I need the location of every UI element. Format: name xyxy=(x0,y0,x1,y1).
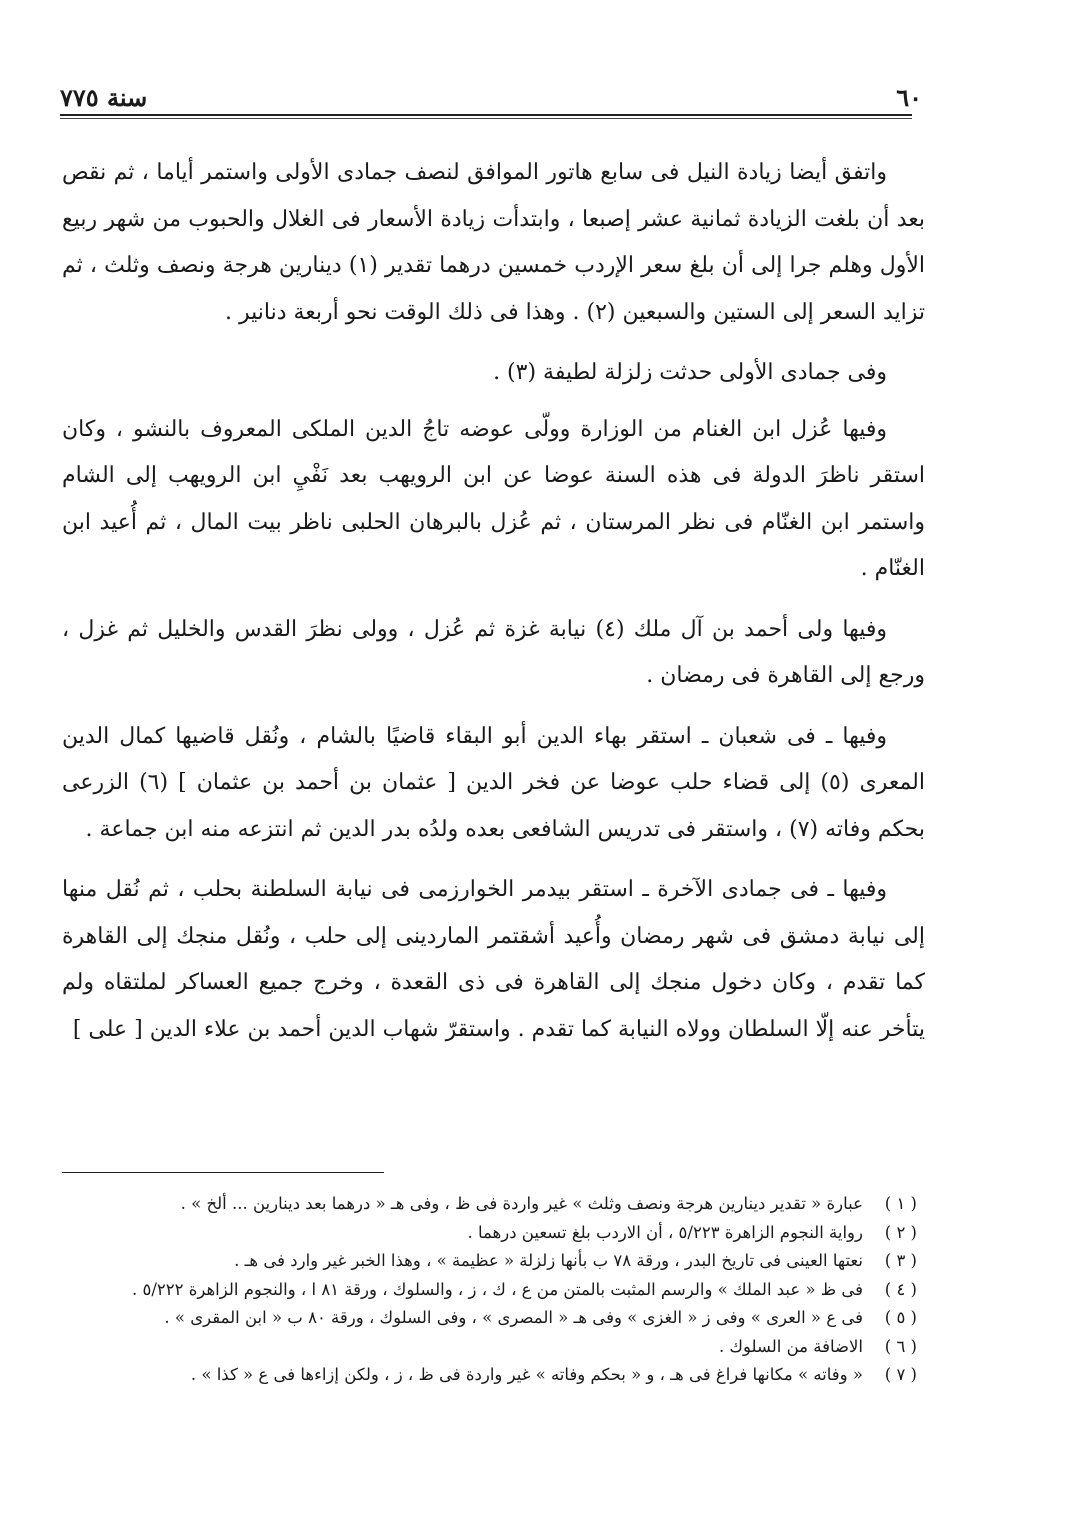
footnote-text: نعتها العينى فى تاريخ البدر ، ورقة ٧٨ ب بأنها زلزلة « عظيمة » ، وهذا الخبر غير وارد فى هـ . xyxy=(234,1251,863,1270)
paragraph-gaza: وفيها ولى أحمد بن آل ملك (٤) نيابة غزة ثم عُزل ، وولى نظرَ القدس والخليل ثم غزل ، ورجع إلى القاهرة فى رمضان . xyxy=(62,616,925,688)
footnote-2 xyxy=(62,1219,917,1248)
paragraph-shaban: وفيها ـ فى شعبان ـ استقر بهاء الدين أبو البقاء قاضيًا بالشام ، ونُقل قاضيها كمال الدين المعرى (٥) إلى قضاء حلب عوضا عن فخر الدين [ عثمان بن أحمد بن عثمان ] (٦) الزرعى بحكم وفاته (٧) ، واستقر فى تدريس الشافعى بعده ولدُه بدر الدين ثم انتزعه منه ابن جماعة . xyxy=(62,723,925,842)
footnote-1 xyxy=(62,1190,917,1219)
footnote-divider xyxy=(62,1172,384,1173)
footnote-7 xyxy=(62,1361,917,1390)
footnote-number: ( ٦ ) xyxy=(884,1336,917,1356)
footnote-text: « وفاته » مكانها فراغ فى هـ ، و « بحكم وفاته » غير واردة فى ظ ، ز ، ولكن إزاءها فى ع « كذا » . xyxy=(190,1365,863,1384)
running-title: سنة ٧٧٥ xyxy=(60,83,148,112)
footnote-number: ( ٣ ) xyxy=(884,1251,917,1270)
footnotes xyxy=(62,1190,917,1390)
footnote-4 xyxy=(62,1276,917,1305)
paragraph-nile-prices: واتفق أيضا زيادة النيل فى سابع هاتور الموافق لنصف جمادى الأولى واستمر أياما ، ثم نقص بعد أن بلغت الزيادة ثمانية عشر إصبعا ، وابتدأت زيادة الأسعار فى الغلال والحبوب من شهر ربيع الأول وهلم جرا إلى أن بلغ سعر الإردب خمسين درهما تقدير (١) دينارين هرجة ونصف وثلث ، ثم تزايد السعر إلى الستين والسبعين (٢) . وهذا فى ذلك الوقت نحو أربعة دنانير . xyxy=(62,160,926,325)
main-text xyxy=(62,150,925,1067)
paragraph-jumada-akhira: وفيها ـ فى جمادى الآخرة ـ استقر بيدمر الخوارزمى فى نيابة السلطنة بحلب ، ثم نُقل منها إلى نيابة دمشق فى شهر رمضان وأُعيد أشقتمر الماردينى إلى حلب ، ونُقل منجك إلى القاهرة كما تقدم ، وكان دخول منجك إلى القاهرة فى ذى القعدة ، وخرج جميع العساكر لملتقاه ولم يتأخر عنه إلّا السلطان وولاه النيابة كما تقدم . واستقرّ شهاب الدين أحمد بن علاء الدين [ على ] xyxy=(62,877,925,1042)
footnote-3 xyxy=(62,1247,917,1276)
footnote-text: الاضافة من السلوك . xyxy=(718,1336,863,1356)
footnote-text: فى ظ « عبد الملك » والرسم المثبت بالمتن من ع ، ك ، ز ، والسلوك ، ورقة ٨١ ا ، والنجوم الزاهرة ٥/٢٢٢ . xyxy=(131,1279,863,1299)
footnote-5 xyxy=(62,1304,917,1333)
footnote-number: ( ٢ ) xyxy=(884,1222,917,1242)
footnote-number: ( ٥ ) xyxy=(884,1308,917,1327)
paragraph-earthquake: وفى جمادى الأولى حدثت زلزلة لطيفة (٣) . xyxy=(493,360,887,385)
footnote-text: عبارة « تقدير دينارين هرجة ونصف وثلث » غير واردة فى ظ ، وفى هـ « درهما بعد دينارين ... ألخ » . xyxy=(180,1194,863,1213)
footnote-number: ( ٧ ) xyxy=(884,1365,917,1384)
footnote-number: ( ١ ) xyxy=(884,1194,917,1213)
footnote-text: فى ع « العرى » وفى ز « الغزى » وفى هـ « المصرى » ، وفى السلوك ، ورقة ٨٠ ب « ابن المقرى » . xyxy=(164,1308,863,1327)
footnote-6 xyxy=(62,1333,917,1362)
footnote-text: رواية النجوم الزاهرة ٥/٢٢٣ ، أن الاردب بلغ تسعين درهما . xyxy=(467,1222,863,1242)
page-header xyxy=(60,64,922,112)
page-number: ٦٠ xyxy=(896,83,922,112)
footnote-number: ( ٤ ) xyxy=(884,1279,917,1299)
header-rule-thin xyxy=(60,118,912,119)
header-rule xyxy=(60,114,912,116)
paragraph-vizierate: وفيها عُزل ابن الغنام من الوزارة وولّى عوضه تاجُ الدين الملكى المعروف بالنشو ، وكان استقر ناظرَ الدولة فى هذه السنة عوضا عن ابن الرويهب بعد نَفْيِ ابن الرويهب إلى الشام واستمر ابن الغنّام فى نظر المرستان ، ثم عُزل بالبرهان الحلبى ناظر بيت المال ، ثم أُعيد ابن الغنّام . xyxy=(62,416,925,581)
